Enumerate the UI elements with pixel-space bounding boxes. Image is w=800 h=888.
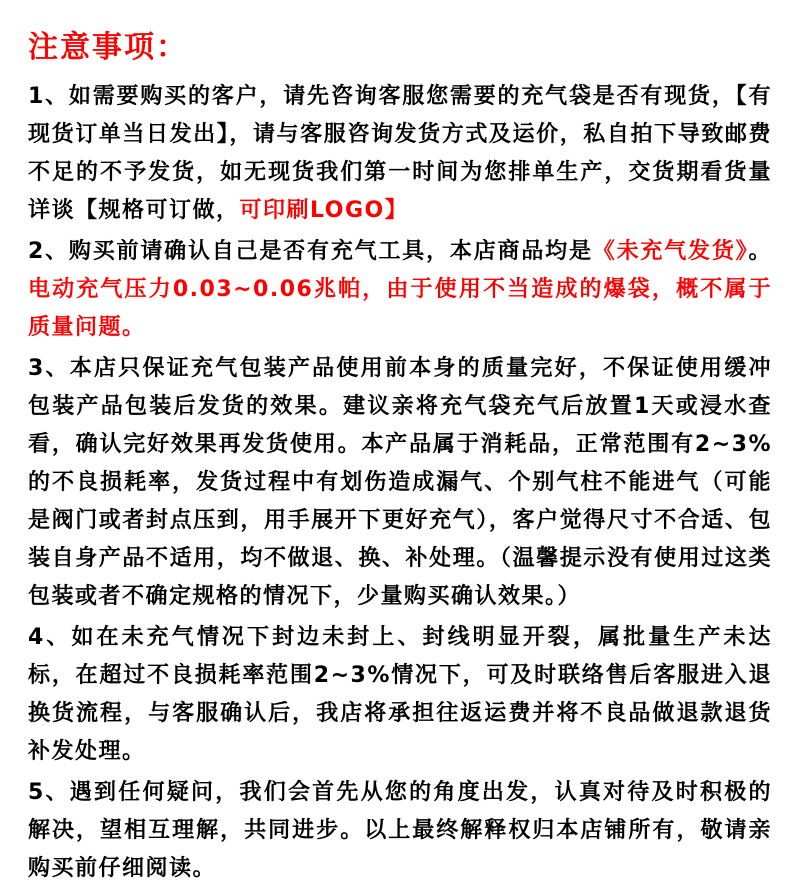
notice-item-3 xyxy=(28,350,772,616)
notice-item-2-highlight-2: 电动充气压力0.03~0.06兆帕，由于使用不当造成的爆袋，概不属于质量问题。 xyxy=(28,277,772,340)
notice-item-4-text: 4、如在未充气情况下封边未封上、封线明显开裂，属批量生产未达标，在超过不良损耗率范围2~3%情况下，可及时联络售后客服进入退换货流程，与客服确认后，我店将承担往返运费并将不良品做退款退货补发处理。 xyxy=(28,625,772,764)
notice-item-2-text: 2、购买前请确认自己是否有充气工具，本店商品均是 xyxy=(28,239,593,264)
notice-item-2-punct: 。 xyxy=(748,239,772,264)
notice-item-2-highlight-1: 《未充气发货》 xyxy=(592,239,749,264)
notice-item-4 xyxy=(28,619,772,771)
notice-item-2 xyxy=(28,233,772,347)
notice-item-5-text: 5、遇到任何疑问，我们会首先从您的角度出发，认真对待及时积极的解决，望相互理解，共同进步。以上最终解释权归本店铺所有，敬请亲购买前仔细阅读。 xyxy=(28,780,772,881)
notice-item-1 xyxy=(28,78,772,230)
notice-item-5 xyxy=(28,774,772,888)
notice-item-1-text: 1、如需要购买的客户，请先咨询客服您需要的充气袋是否有现货，【有现货订单当日发出】，请与客服咨询发货方式及运价，私自拍下导致邮费不足的不予发货，如无现货我们第一时间为您排单生产，交货期看货量详谈【规格可订做， xyxy=(28,84,772,223)
page-title: 注意事项： xyxy=(28,30,188,65)
notice-item-1-highlight: 可印刷LOGO】 xyxy=(239,198,409,223)
notice-item-3-text: 3、本店只保证充气包装产品使用前本身的质量完好，不保证使用缓冲包装产品包装后发货的效果。建议亲将充气袋充气后放置1天或浸水查看，确认完好效果再发货使用。本产品属于消耗品，正常范围有2~3%的不良损耗率，发货过程中有划伤造成漏气、个别气柱不能进气（可能是阀门或者封点压到，用手展开下更好充气），客户觉得尺寸不合适、包装自身产品不适用，均不做退、换、补处理。（温馨提示没有使用过这类包装或者不确定规格的情况下，少量购买确认效果。） xyxy=(28,356,772,609)
